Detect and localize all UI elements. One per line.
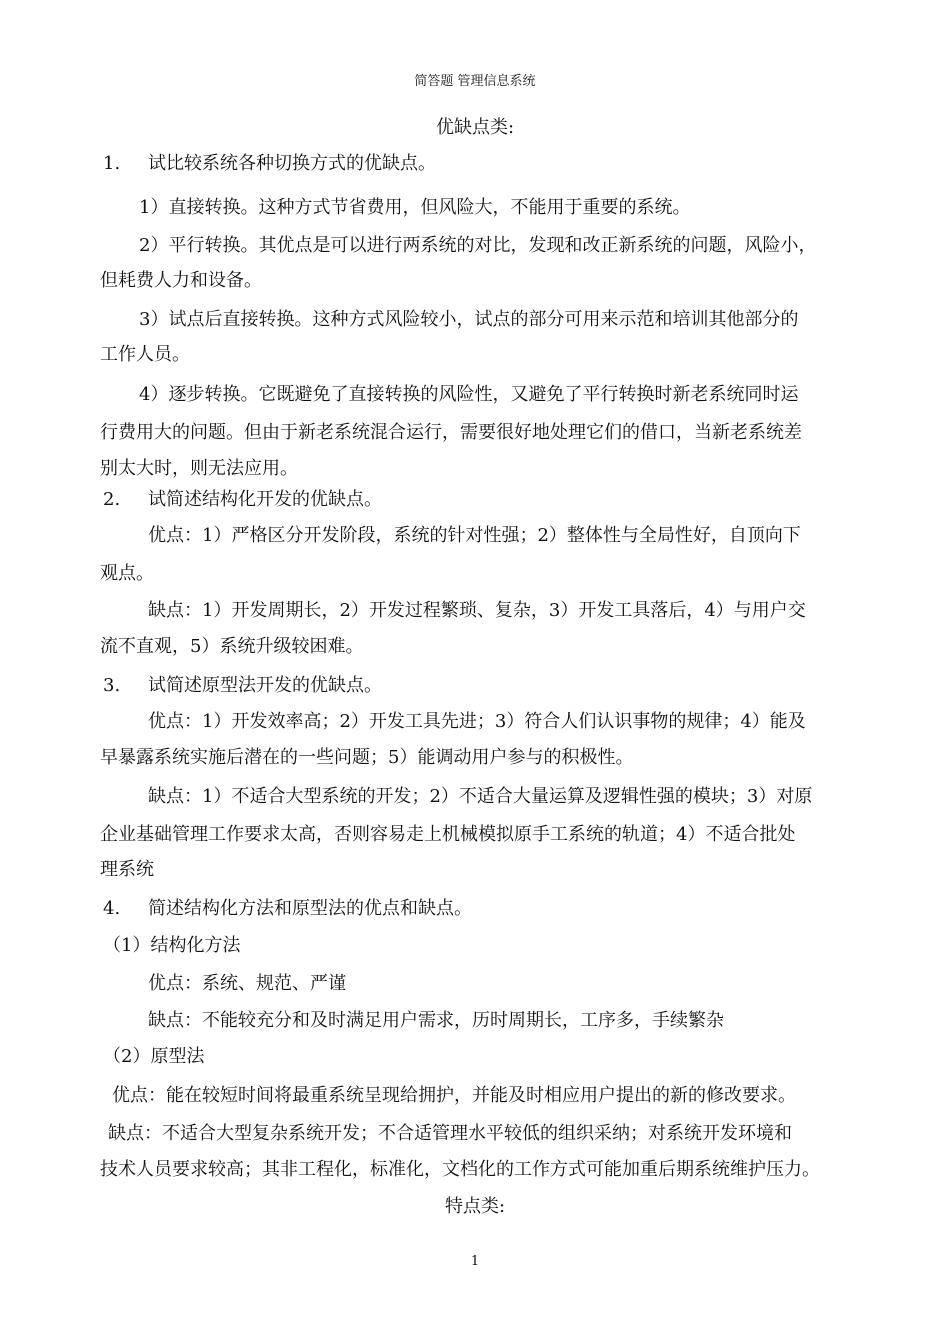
q3-cons-line-1: 缺点：1）不适合大型系统的开发；2）不适合大量运算及逻辑性强的模块；3）对原 (148, 786, 813, 807)
question-4 (103, 897, 950, 921)
section-title-pros-cons: 优缺点类: (435, 117, 515, 138)
q4-prototype-method-pros: 优点：能在较短时间将最重系统呈现给拥护，并能及时相应用户提出的新的修改要求。 (112, 1085, 796, 1106)
q3-cons-line-3: 理系统 (100, 859, 154, 880)
q1-answer-3-line-1: 3）试点后直接转换。这种方式风险较小，试点的部分可用来示范和培训其他部分的 (139, 309, 799, 330)
q4-prototype-method-cons-line-1: 缺点：不适合大型复杂系统开发；不合适管理水平较低的组织采纳；对系统开发环境和 (108, 1123, 792, 1144)
question-2 (103, 488, 950, 512)
q2-pros-line-1: 优点：1）严格区分开发阶段，系统的针对性强；2）整体性与全局性好，自顶向下 (148, 525, 801, 546)
q3-cons-line-2: 企业基础管理工作要求太高，否则容易走上机械模拟原手工系统的轨道；4）不适合批处 (100, 824, 796, 845)
question-1 (103, 152, 950, 176)
q3-pros-line-1: 优点：1）开发效率高；2）开发工具先进；3）符合人们认识事物的规律；4）能及 (148, 711, 806, 732)
q3-pros-line-2: 早暴露系统实施后潜在的一些问题；5）能调动用户参与的积极性。 (100, 747, 634, 768)
q1-answer-1: 1）直接转换。这种方式节省费用，但风险大，不能用于重要的系统。 (139, 197, 691, 218)
q1-answer-4-line-2: 行费用大的问题。但由于新老系统混合运行，需要很好地处理它们的借口，当新老系统差 (100, 422, 802, 443)
question-number: 3. (103, 675, 121, 696)
question-number: 4. (103, 898, 121, 919)
q2-pros-line-2: 观点。 (100, 563, 154, 584)
q1-answer-2-line-2: 但耗费人力和设备。 (100, 270, 262, 291)
page-number: 1 (470, 1254, 480, 1269)
question-number: 2. (103, 489, 121, 510)
q4-structured-method-pros: 优点：系统、规范、严谨 (148, 973, 346, 994)
question-title: 试简述原型法开发的优缺点。 (148, 675, 382, 696)
q2-cons-line-2: 流不直观，5）系统升级较困难。 (100, 636, 364, 657)
q1-answer-4-line-1: 4）逐步转换。它既避免了直接转换的风险性，又避免了平行转换时新老系统同时运 (139, 384, 799, 405)
question-3 (103, 674, 950, 698)
q1-answer-4-line-3: 别太大时，则无法应用。 (100, 458, 298, 479)
q4-structured-method-cons: 缺点：不能较充分和及时满足用户需求，历时周期长，工序多，手续繁杂 (148, 1010, 724, 1031)
page-header: 简答题 管理信息系统 (414, 74, 536, 89)
q2-cons-line-1: 缺点：1）开发周期长，2）开发过程繁琐、复杂，3）开发工具落后，4）与用户交 (148, 600, 806, 621)
question-number: 1. (103, 153, 121, 174)
section-title-features: 特点类: (444, 1196, 506, 1217)
q4-prototype-method-cons-line-2: 技术人员要求较高；其非工程化，标准化，文档化的工作方式可能加重后期系统维护压力。 (100, 1159, 820, 1180)
question-title: 简述结构化方法和原型法的优点和缺点。 (148, 898, 472, 919)
question-title: 试比较系统各种切换方式的优缺点。 (148, 153, 436, 174)
q4-prototype-method-title: （2）原型法 (103, 1046, 205, 1067)
question-title: 试简述结构化开发的优缺点。 (148, 489, 382, 510)
q1-answer-2-line-1: 2）平行转换。其优点是可以进行两系统的对比，发现和改正新系统的问题，风险小， (139, 235, 817, 256)
q1-answer-3-line-2: 工作人员。 (100, 344, 190, 365)
q4-structured-method-title: （1）结构化方法 (103, 935, 241, 956)
